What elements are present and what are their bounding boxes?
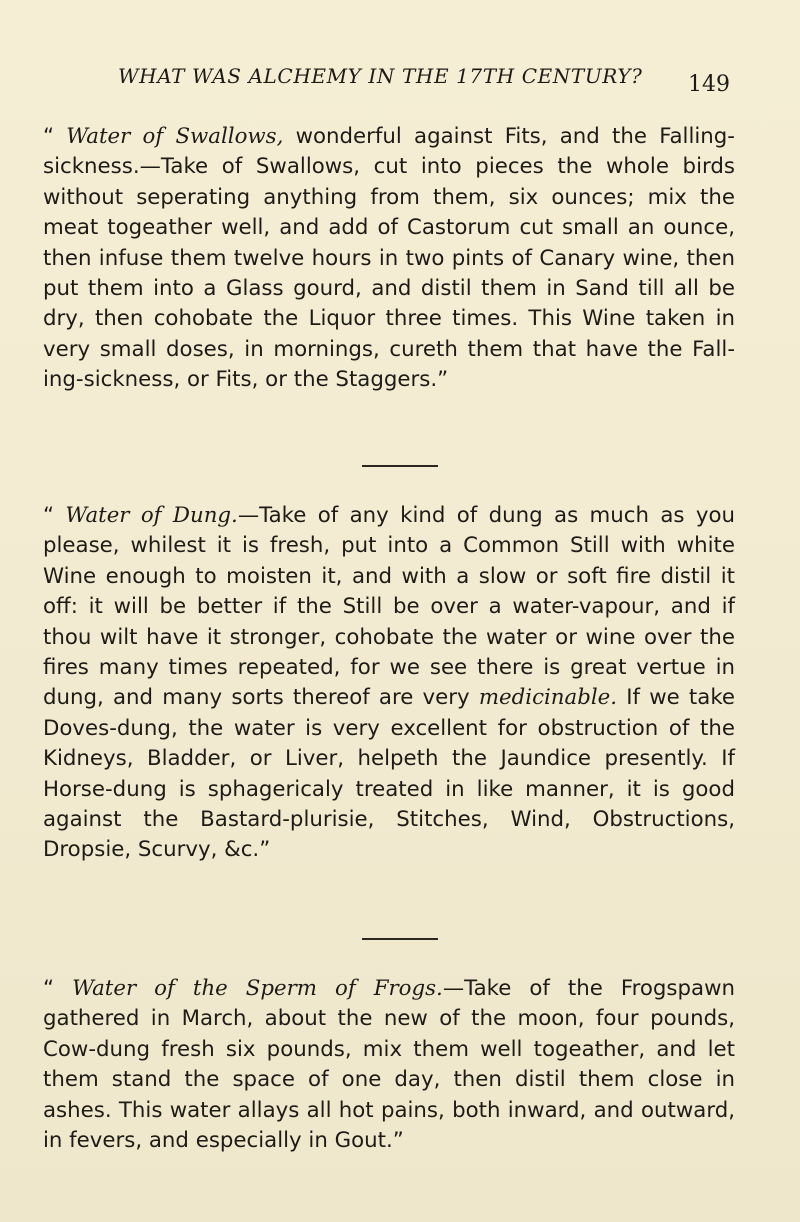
page-number: 149: [688, 72, 730, 97]
entry-water-of-frog-sperm: [43, 974, 735, 1156]
section-divider: [362, 938, 438, 940]
entry-body: —Take of the Frogspawn gathered in March, about the new of the moon, four pounds, Cow-dung fresh six pounds, mix them well togeather, and let them stand the space of one day, then distil them close in ashes. This water allays all hot pains, both inward, and outward, in fevers, and especially in Gout.”: [43, 976, 735, 1154]
entry-body: wonderful against Fits, and the Falling-sickness.—Take of Swallows, cut into pieces the whole birds without seperating anything from them, six ounces; mix the meat togeather well, and add of Castorum cut small an ounce, then infuse them twelve hours in two pints of Canary wine, then put them into a Glass gourd, and distil them in Sand till all be dry, then cohobate the Liquor three times. This Wine taken in very small doses, in mornings, cureth them that have the Falling-sickness, or Fits, or the Staggers.”: [43, 124, 735, 393]
entry-water-of-swallows: [43, 122, 735, 396]
entry-title: Water of the Sperm of Frogs.: [72, 976, 443, 1001]
entry-title: Water of Swallows,: [66, 124, 284, 149]
entry-body-part-2: If we take Doves-dung, the water is very excellent for obstruction of the Kidneys, Bladder, or Liver, helpeth the Jaundice presently. If Horse-dung is sphagericaly treated in like manner, it is good against the Bastard-plurisie, Stitches, Wind, Obstructions, Dropsie, Scurvy, &c.”: [43, 685, 736, 863]
entry-paragraph: [43, 974, 735, 1156]
entry-body-part-1: —Take of any kind of dung as much as you please, whilest it is fresh, put into a Common Still with white Wine enough to moisten it, and with a slow or soft fire distil it off: it will be better if the Still be over a water-vapour, and if thou wilt have it stronger, cohobate the water or wine over the fires many times repeated, for we see there is great vertue in dung, and many sorts thereof are very: [43, 503, 735, 711]
running-head: WHAT WAS ALCHEMY IN THE 17TH CENTURY?: [118, 64, 643, 88]
open-quote: “: [43, 976, 73, 1001]
emphasis-medicinable: medicinable.: [478, 685, 618, 711]
entry-water-of-dung: [43, 501, 735, 866]
entry-title: Water of Dung.: [65, 503, 238, 528]
entry-paragraph: [43, 122, 735, 396]
page-header: [118, 62, 730, 102]
entry-paragraph: [43, 501, 735, 866]
section-divider: [362, 465, 438, 467]
open-quote: “: [43, 503, 66, 528]
open-quote: “: [43, 124, 67, 149]
